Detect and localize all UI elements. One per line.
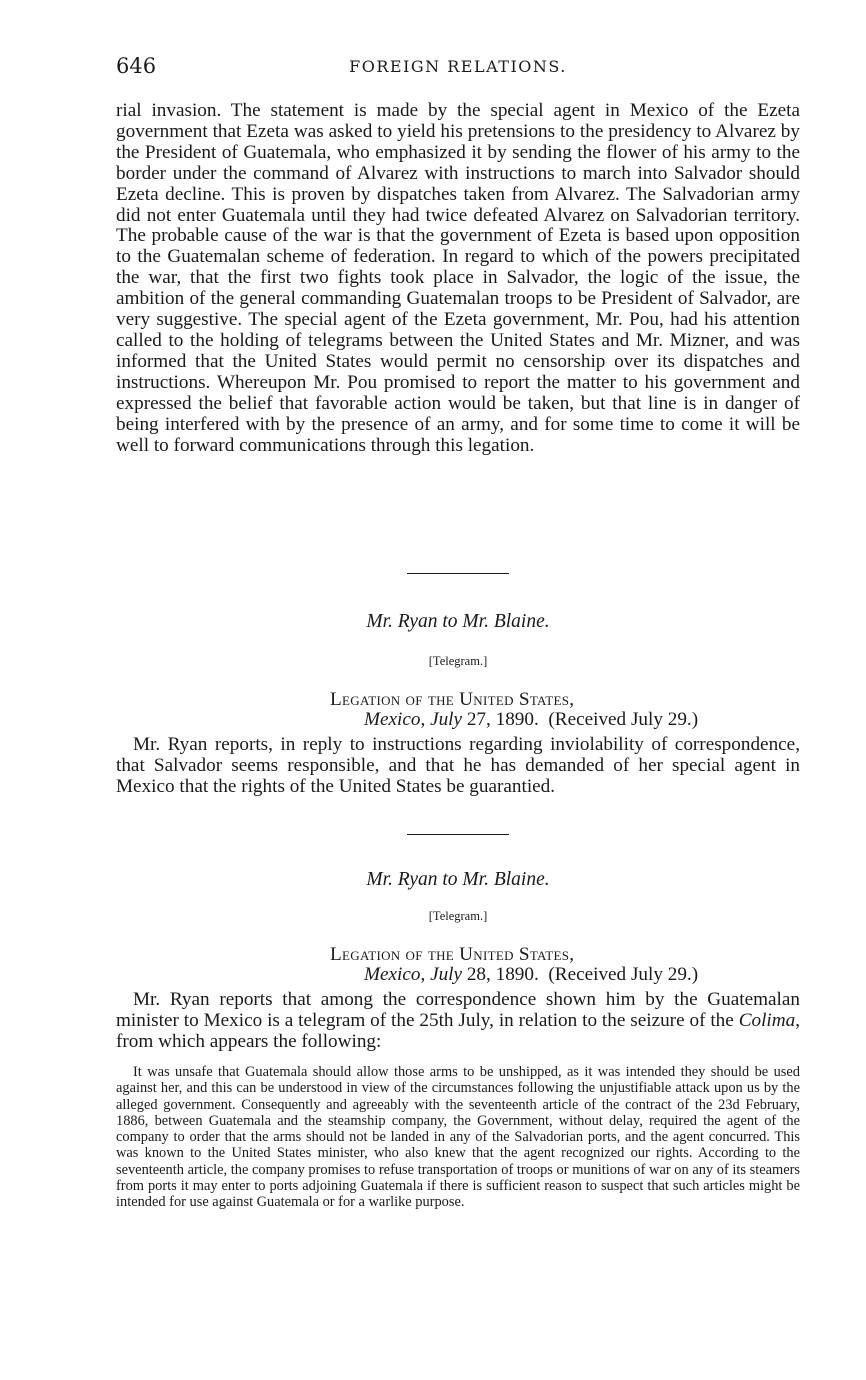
section-divider [407,834,509,835]
telegram-note: [Telegram.] [428,654,488,668]
section-divider [407,573,509,574]
running-header [116,54,800,80]
body-text-start: Mr. Ryan reports that among the correspondence shown him by the Guatemalan minister to Mexico is a telegram of the 25th July, in relation to the seizure of the [116,989,800,1031]
continuation-paragraph [116,101,800,456]
dateline-place: Mexico [364,709,421,730]
dateline-month: July [430,709,463,730]
document-body [116,990,800,1053]
continuation-text: rial invasion. The statement is made by the special agent in Mexico of the Ezeta government that Ezeta was asked to yield his pretensions to the presidency to Alvarez by the President of Guatemala, who emphasized it by sending the flower of his army to the border under the command of Alvarez with instructions to march into Salvador should Ezeta decline. This is proven by dispatches taken from Alvarez. The Salvadorian army did not enter Guatemala until they had twice defeated Alvarez on Salvadorian territory. The probable cause of the war is that the government of Ezeta is based upon opposition to the Guatemalan scheme of federation. In regard to which of the powers precipitated the war, that the first two fights took place in Salvador, the logic of the issue, the ambition of the general commanding Guatemalan troops to be President of Salvador, are very suggestive. The special agent of the Ezeta government, Mr. Pou, had his attention called to the holding of telegrams between the United States and Mr. Mizner, and was informed that the United States would permit no censorship over its dispatches and instructions. Whereupon Mr. Pou promised to report the matter to his government and expressed the belief that favorable action would be taken, but that line is in danger of being interfered with by the presence of an army, and for some time to come it will be well to forward communications through this legation. [116,100,800,456]
dateline: Mexico, July 28, 1890. (Received July 29.) [364,964,699,985]
document-heading: Mr. Ryan to Mr. Blaine. [366,611,550,632]
dateline-date: 27, 1890. [466,709,539,730]
dateline-date: 28, 1890. [466,964,539,985]
quoted-extract [116,1064,800,1211]
document-body [116,735,800,798]
page-number: 646 [116,54,157,78]
received-note: (Received July 29.) [548,964,699,985]
received-note: (Received July 29.) [548,709,699,730]
document-body-text [116,990,800,1053]
dateline: Mexico, July 27, 1890. (Received July 29.) [364,709,699,730]
body-text-end: , from which appears the following: [116,1009,800,1052]
document-body-text: Mr. Ryan reports, in reply to instructions regarding inviolability of correspondence, that Salvador seems responsible, and that he has demanded of her special agent in Mexico that the rights of the United States be guarantied. [116,734,800,797]
ship-name: Colima [738,1009,796,1031]
legation-line: Legation of the United States, [330,944,575,965]
dateline-place: Mexico [364,964,421,985]
telegram-note: [Telegram.] [428,909,488,923]
document-heading: Mr. Ryan to Mr. Blaine. [366,869,550,890]
legation-line: Legation of the United States, [330,689,575,710]
quoted-extract-text: It was unsafe that Guatemala should allow those arms to be unshipped, as it was intended they should be used against her, and this can be understood in view of the circumstances following the unjustifiable attack upon us by the alleged government. Consequently and agreeably with the seventeenth article of the contract of the 23d February, 1886, between Guatemala and the steamship company, the Government, without delay, required the agent of the company to order that the arms should not be landed in any of the Salvadorian ports, and the agent concurred. This was known to the United States minister, who also knew that the agent recognized our rights. According to the seventeenth article, the company promises to refuse transportation of troops or munitions of war on any of its steamers from ports it may enter to ports adjoining Guatemala if there is sufficient reason to suspect that such articles might be intended for use against Guatemala or for a warlike purpose. [116,1064,800,1211]
running-title: FOREIGN RELATIONS. [349,57,567,76]
dateline-month: July [430,964,463,985]
